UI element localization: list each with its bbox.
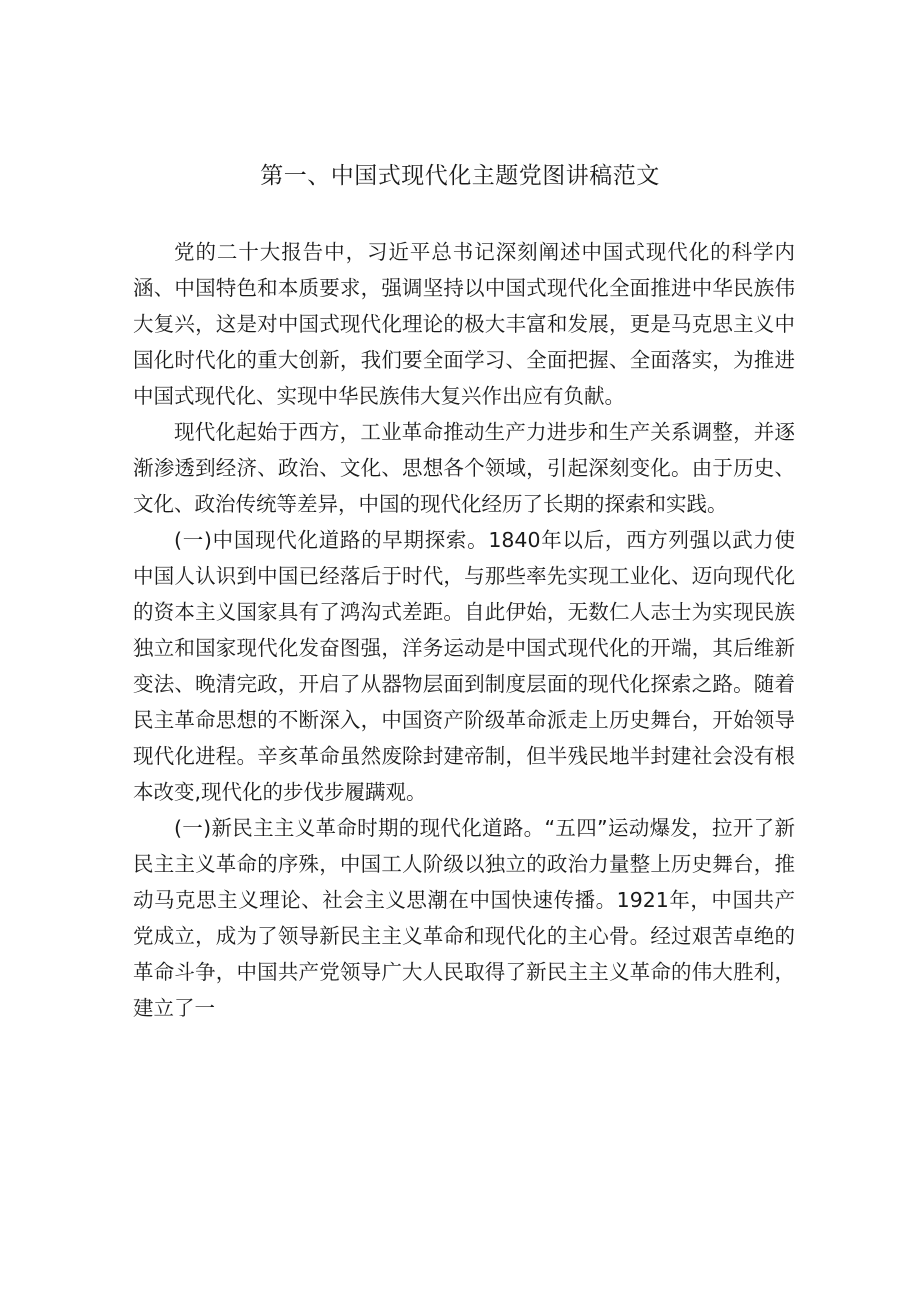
- paragraph-early-exploration: (一)中国现代化道路的早期探索。1840年以后，西方列强以武力使中国人认识到中国已经落后于时代，与那些率先实现工业化、迈向现代化的资本主义国家具有了鸿沟式差距。自此伊始，无数仁人志士为实现民族独立和国家现代化发奋图强，洋务运动是中国式现代化的开端，其后维新变法、晚清完政，开启了从器物层面到制度层面的现代化探索之路。随着民主革命思想的不断深入，中国资产阶级革命派走上历史舞台，开始领导现代化进程。辛亥革命虽然废除封建帝制，但半残民地半封建社会没有根本改变,现代化的步伐步履蹒观。: [133, 528, 795, 804]
- paragraph-modernization-origin: 现代化起始于西方，工业革命推动生产力进步和生产关系调整，并逐渐渗透到经济、政治、文化、思想各个领域，引起深刻变化。由于历史、文化、政治传统等差异，中国的现代化经历了长期的探索和实践。: [133, 420, 795, 516]
- document-title: 第一、中国式现代化主题党图讲稿范文: [260, 163, 660, 189]
- paragraph-new-democratic-revolution: (一)新民主主义革命时期的现代化道路。“五四”运动爆发，拉开了新民主主义革命的序殊，中国工人阶级以独立的政治力量整上历史舞台，推动马克思主义理论、社会主义思潮在中国快速传播。1921年，中国共产党成立，成为了领导新民主主义革命和现代化的主心骨。经过艰苦卓绝的革命斗争，中国共产党领导广大人民取得了新民主主义革命的伟大胜利，建立了一: [133, 816, 795, 1020]
- paragraph-intro: 党的二十大报告中，习近平总书记深刻阐述中国式现代化的科学内涵、中国特色和本质要求，强调坚持以中国式现代化全面推进中华民族伟大复兴，这是对中国式现代化理论的极大丰富和发展，更是马克思主义中国化时代化的重大创新，我们要全面学习、全面把握、全面落实，为推进中国式现代化、实现中华民族伟大复兴作出应有负献。: [133, 240, 795, 408]
- document-body: [133, 234, 795, 1026]
